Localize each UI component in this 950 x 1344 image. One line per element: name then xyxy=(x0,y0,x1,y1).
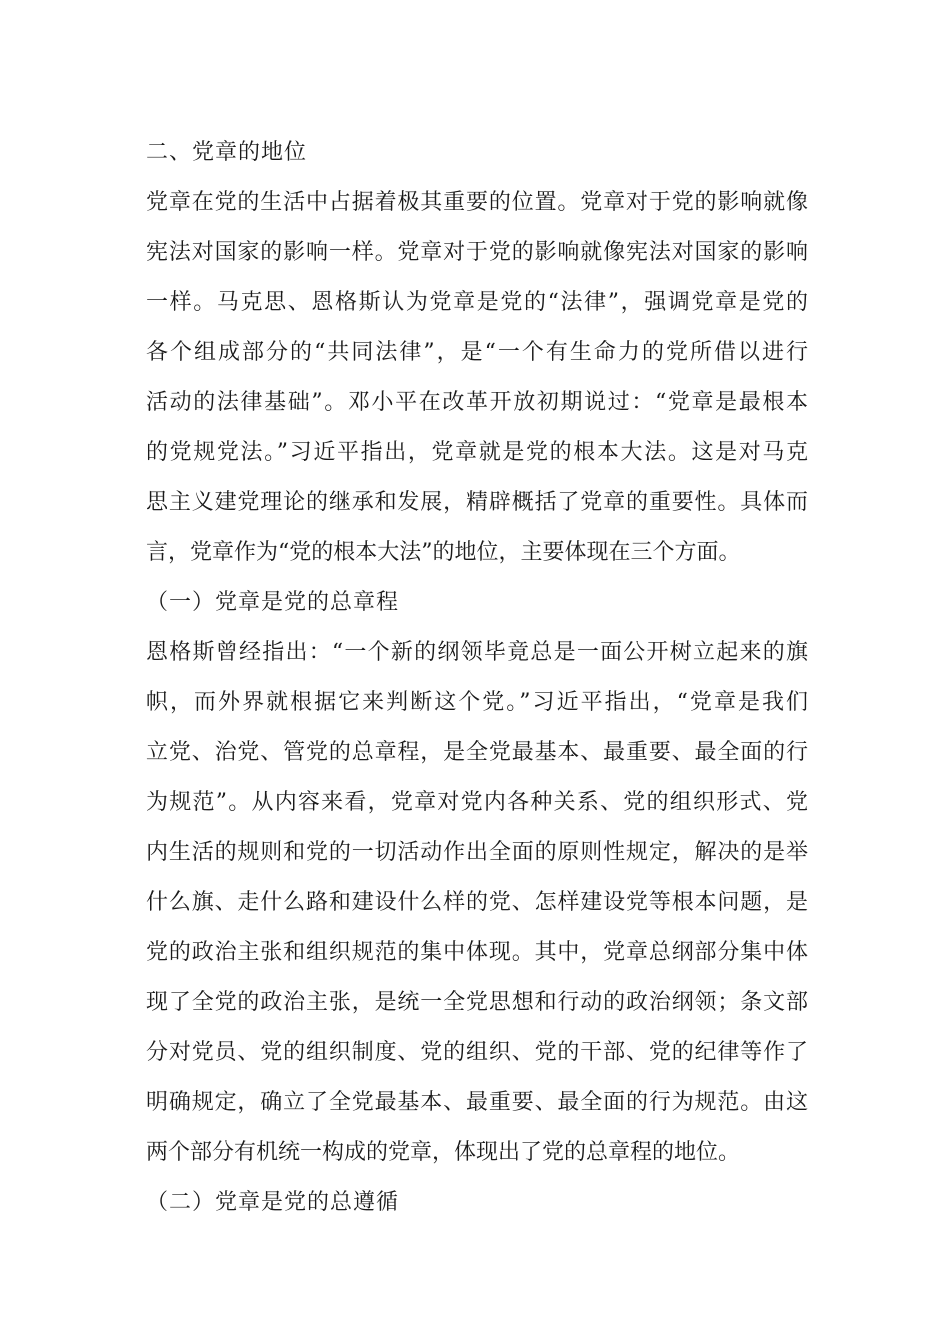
paragraph-line: 各个组成部分的“共同法律”，是“一个有生命力的党所借以进行 xyxy=(146,340,808,365)
document-body xyxy=(146,128,808,1228)
subsection-heading-2: （二）党章是党的总遵循 xyxy=(146,1190,400,1215)
paragraph-line: 现了全党的政治主张，是统一全党思想和行动的政治纲领；条文部 xyxy=(146,990,808,1015)
paragraph-line: 言，党章作为“党的根本大法”的地位，主要体现在三个方面。 xyxy=(146,540,741,565)
paragraph-2 xyxy=(146,628,808,1178)
subsection-heading-1: （一）党章是党的总章程 xyxy=(146,590,400,615)
paragraph-line: 两个部分有机统一构成的党章，体现出了党的总章程的地位。 xyxy=(146,1140,741,1165)
paragraph-line: 党章在党的生活中占据着极其重要的位置。党章对于党的影响就像 xyxy=(146,190,808,215)
paragraph-line: 活动的法律基础”。邓小平在改革开放初期说过：“党章是最根本 xyxy=(146,390,808,415)
paragraph-line: 分对党员、党的组织制度、党的组织、党的干部、党的纪律等作了 xyxy=(146,1040,808,1065)
paragraph-line: 立党、治党、管党的总章程，是全党最基本、最重要、最全面的行 xyxy=(146,740,808,765)
paragraph-line: 什么旗、走什么路和建设什么样的党、怎样建设党等根本问题，是 xyxy=(146,890,808,915)
paragraph-line: 的党规党法。”习近平指出，党章就是党的根本大法。这是对马克 xyxy=(146,440,808,465)
paragraph-line: 帜，而外界就根据它来判断这个党。”习近平指出，“党章是我们 xyxy=(146,690,808,715)
section-heading: 二、党章的地位 xyxy=(146,140,308,165)
paragraph-line: 为规范”。从内容来看，党章对党内各种关系、党的组织形式、党 xyxy=(146,790,808,815)
paragraph-line: 内生活的规则和党的一切活动作出全面的原则性规定，解决的是举 xyxy=(146,840,808,865)
paragraph-line: 恩格斯曾经指出：“一个新的纲领毕竟总是一面公开树立起来的旗 xyxy=(146,640,808,665)
paragraph-line: 党的政治主张和组织规范的集中体现。其中，党章总纲部分集中体 xyxy=(146,940,808,965)
paragraph-line: 明确规定，确立了全党最基本、最重要、最全面的行为规范。由这 xyxy=(146,1090,808,1115)
paragraph-line: 宪法对国家的影响一样。党章对于党的影响就像宪法对国家的影响 xyxy=(146,240,808,265)
paragraph-1 xyxy=(146,178,808,578)
paragraph-line: 思主义建党理论的继承和发展，精辟概括了党章的重要性。具体而 xyxy=(146,490,808,515)
paragraph-line: 一样。马克思、恩格斯认为党章是党的“法律”，强调党章是党的 xyxy=(146,290,808,315)
